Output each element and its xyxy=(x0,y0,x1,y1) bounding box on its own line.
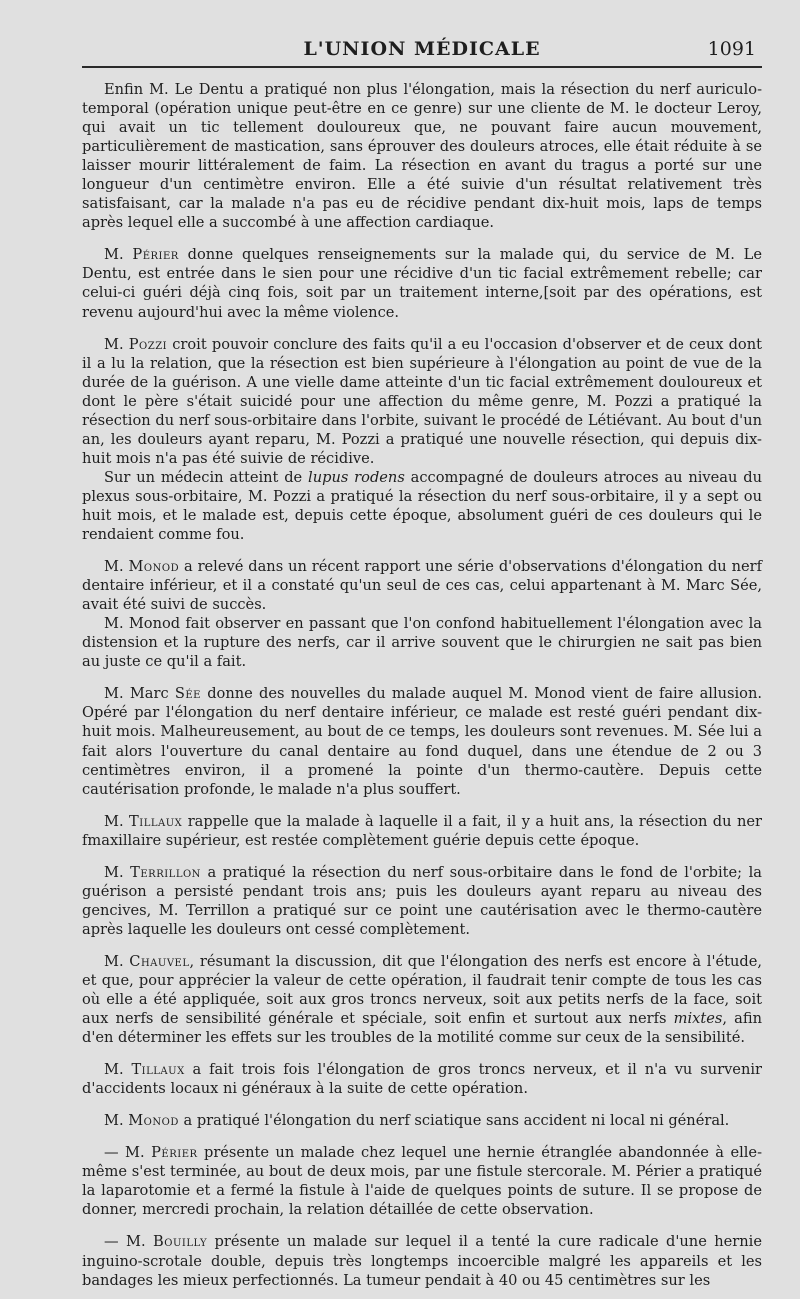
speaker-name: Tillaux xyxy=(131,1061,185,1079)
paragraph-text: donne des nouvelles du malade auquel M. Monod vient de faire allusion. Opéré par l'élongation du nerf dentaire inférieur, ce malade est resté guéri pendant dix-huit mois. Malheureusement, au bout de ce temps, les douleurs sont revenues. M. Sée lui a fait alors l'ouverture du canal dentaire au fond duquel, dans une étendue de 2 ou 3 centimètres environ, il a promené la pointe d'un thermo-cautère. Depuis cette cautérisation profonde, le malade n'a plus souffert. xyxy=(82,685,762,798)
paragraph-text: rappelle que la malade à laquelle il a fait, il y a huit ans, la résection du ner fmaxillaire supérieur, est restée complètement guérie depuis cette époque. xyxy=(82,812,762,849)
speaker-name: Tillaux xyxy=(129,812,183,830)
page-header xyxy=(82,0,762,68)
paragraph xyxy=(82,335,762,468)
paragraph-text: Enfin M. Le Dentu a pratiqué non plus l'élongation, mais la résection du nerf auriculo-temporal (opération unique peut-être en ce genre) sur une cliente de M. le docteur Leroy, qui avait un tic tellement douloureux que, ne pouvant faire aucun mouvement, particulièrement de mastication, sans éprouver des douleurs atroces, elle était réduite à se laisser mourir littéralement de faim. La résection en avant du tragus a porté sur une longueur d'un centimètre environ. Elle a été suivie d'un résultat relativement très satisfaisant, car la malade n'a pas eu de récidive pendant dix-huit mois, laps de temps après lequel elle a succombé à une affection cardiaque. xyxy=(82,81,762,232)
page-number: 1091 xyxy=(707,38,756,60)
paragraph xyxy=(82,245,762,321)
paragraph xyxy=(82,1143,762,1219)
speaker-prefix: M. xyxy=(104,558,129,576)
paragraph xyxy=(82,614,762,671)
speaker-prefix: M. xyxy=(104,812,130,830)
speaker-prefix: — M. xyxy=(104,1233,154,1251)
italic-term: mixtes xyxy=(673,1010,723,1028)
speaker-name: Chauvel xyxy=(129,952,190,970)
paragraph-text: a fait trois fois l'élongation de gros troncs nerveux, et il n'a vu survenir d'accidents locaux ni généraux à la suite de cette opération. xyxy=(82,1061,762,1098)
paragraph xyxy=(82,1111,762,1130)
speaker-name: Bouilly xyxy=(153,1233,208,1251)
paragraph xyxy=(82,952,762,1047)
speaker-name: Monod xyxy=(128,558,180,576)
paragraph-text: présente un malade sur lequel il a tenté la cure radicale d'une hernie inguino-scrotale double, depuis très longtemps incoercible malgré les appareils et les bandages les mieux perfectionnés. La tumeur pendait à 40 ou 45 centimètres sur les xyxy=(82,1233,762,1289)
speaker-prefix: M. xyxy=(104,335,129,353)
paragraph-text: accompagné de douleurs atroces au niveau du plexus sous-orbitaire, M. Pozzi a pratiqué la résection du nerf sous-orbitaire, il y a sept ou huit mois, et le malade est, depuis cette époque, absolument guéri de ces douleurs qui le rendaient comme fou. xyxy=(82,468,762,544)
speaker-name: Périer xyxy=(132,246,179,264)
italic-term: lupus rodens xyxy=(308,468,405,486)
speaker-prefix: M. Marc xyxy=(104,685,175,703)
speaker-prefix: M. xyxy=(104,246,133,264)
paragraph-text: présente un malade chez lequel une hernie étranglée abandonnée à elle-même s'est terminée, au bout de deux mois, par une fistule stercorale. M. Périer a pratiqué la laparotomie et a fermé la fistule à l'aide de quelques points de suture. Il se propose de donner, mercredi prochain, la relation détaillée de cette observation. xyxy=(82,1144,762,1219)
paragraph-text: croit pouvoir conclure des faits qu'il a eu l'occasion d'observer et de ceux dont il a lu la relation, que la résection est bien supérieure à l'élongation au point de vue de la durée de la guérison. A une vielle dame atteinte d'un tic facial extrêmement douloureux et dont le père s'était suicidé pour une affection du même genre, M. Pozzi a pratiqué la résection du nerf sous-orbitaire dans l'orbite, suivant le procédé de Létiévant. Au bout d'un an, les douleurs ayant reparu, M. Pozzi a pratiqué une nouvelle résection, qui depuis dix-huit mois n'a pas été suivie de récidive. xyxy=(82,335,762,467)
paragraph xyxy=(82,468,762,544)
speaker-name: Sée xyxy=(174,685,201,703)
paragraph-text: , afin d'en déterminer les effets sur les troubles de la motilité comme sur ceux de la sensibilité. xyxy=(82,1010,762,1047)
speaker-name: Pozzi xyxy=(128,335,168,353)
paragraph-text: donne quelques renseignements sur la malade qui, du service de M. Le Dentu, est entrée dans le sien pour une récidive d'un tic facial extrêmement rebelle; car celui-ci guéri déjà cinq fois, soit par un traitement interne,[soit par des opérations, est revenu aujourd'hui avec la même violence. xyxy=(82,246,762,321)
speaker-name: Terrillon xyxy=(130,863,201,881)
paragraph-text: M. Monod fait observer en passant que l'on confond habituellement l'élongation avec la distension et la rupture des nerfs, car il arrive souvent que le chirurgien ne sait pas bien au juste ce qu'il a fait. xyxy=(82,615,762,671)
paragraph xyxy=(82,684,762,798)
paragraph-text: Sur un médecin atteint de xyxy=(104,468,309,486)
running-title: L'UNION MÉDICALE xyxy=(303,38,541,60)
speaker-prefix: M. xyxy=(104,1061,132,1079)
paragraph xyxy=(82,863,762,939)
paragraph-text: a pratiqué l'élongation du nerf sciatique sans accident ni local ni général. xyxy=(178,1112,730,1130)
paragraph-text: a pratiqué la résection du nerf sous-orbitaire dans le fond de l'orbite; la guérison a persisté pendant trois ans; puis les douleurs ayant reparu au niveau des gencives, M. Terrillon a pratiqué sur ce point une cautérisation avec le thermo-cautère après laquelle les douleurs ont cessé complètement. xyxy=(82,863,762,938)
speaker-name: Périer xyxy=(151,1144,198,1162)
article-body xyxy=(82,68,762,1290)
paragraph-text: a relevé dans un récent rapport une série d'observations d'élongation du nerf dentaire inférieur, et il a constaté qu'un seul de ces cas, celui appartenant à M. Marc Sée, avait été suivi de succès. xyxy=(82,558,762,614)
paragraph xyxy=(82,812,762,850)
paragraph xyxy=(82,80,762,232)
paragraph-text: , résumant la discussion, dit que l'élongation des nerfs est encore à l'étude, et que, pour apprécier la valeur de cette opération, il faudrait tenir compte de tous les cas où elle a été appliquée, soit aux gros troncs nerveux, soit aux petits nerfs de la face, soit aux nerfs de sensibilité générale et spéciale, soit enfin et surtout aux nerfs xyxy=(82,952,762,1028)
paragraph xyxy=(82,1060,762,1098)
paragraph xyxy=(82,1232,762,1289)
paragraph xyxy=(82,557,762,614)
speaker-prefix: M. xyxy=(104,952,130,970)
speaker-name: Monod xyxy=(128,1112,179,1130)
speaker-prefix: M. xyxy=(104,863,131,881)
speaker-prefix: M. xyxy=(104,1112,129,1130)
speaker-prefix: — M. xyxy=(104,1144,152,1162)
